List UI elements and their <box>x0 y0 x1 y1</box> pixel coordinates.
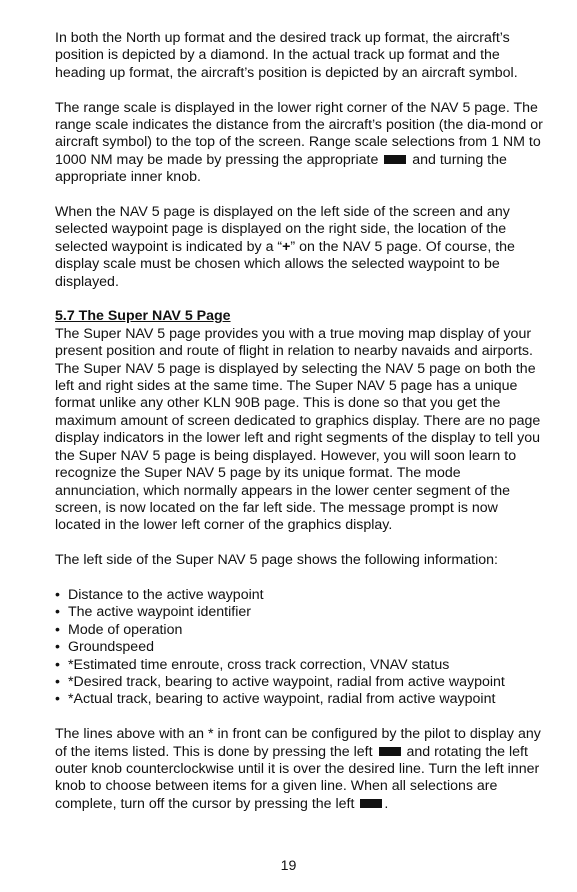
info-list <box>55 587 545 709</box>
list-item-text: Distance to the active waypoint <box>68 586 264 603</box>
bullet-icon: • <box>55 639 60 656</box>
list-item <box>55 639 545 656</box>
paragraph-configuration <box>55 726 545 813</box>
configuration-text-middle: and rotating the left outer knob counterclockwise until it is over the desired line. Turn the left inner knob to choose between items for a given line. When all selections are complete, turn off the cursor by pressing the left <box>55 743 540 812</box>
configuration-text-start: The lines above with an * in front can be configured by the pilot to display any of the items listed. This is done by pressing the left <box>55 726 541 760</box>
plus-symbol: + <box>282 238 291 255</box>
paragraph-selected-waypoint <box>55 204 545 291</box>
bullet-icon: • <box>55 621 60 638</box>
bullet-icon: • <box>55 691 60 708</box>
list-item <box>55 604 545 621</box>
list-item-text: Mode of operation <box>68 621 183 638</box>
list-item-text: *Desired track, bearing to active waypoint, radial from active waypoint <box>68 673 505 690</box>
list-item <box>55 622 545 639</box>
list-item-text: *Actual track, bearing to active waypoint, radial from active waypoint <box>68 691 496 708</box>
list-item-text: The active waypoint identifier <box>68 604 251 621</box>
button-symbol-icon <box>360 799 382 808</box>
list-item <box>55 691 545 708</box>
list-item <box>55 587 545 604</box>
list-item-text: *Estimated time enroute, cross track correction, VNAV status <box>68 656 450 673</box>
paragraph-super-nav-intro: The Super NAV 5 page provides you with a true moving map display of your present position and route of flight in relation to nearby navaids and airports. The Super NAV 5 page is displayed by selecting the NAV 5 page on both the left and right sides at the same time. The Super NAV 5 page has a unique format unlike any other KLN 90B page. This is done so that you get the maximum amount of screen dedicated to graphics display. There are no page display indicators in the lower left and right segments of the display to tell you the Super NAV 5 page is being displayed. However, you will soon learn to recognize the Super NAV 5 page by its unique format. The mode annunciation, which normally appears in the lower center segment of the screen, is now located on the far left side. The message prompt is now located in the lower left corner of the graphics display. <box>55 325 541 534</box>
paragraph-aircraft-position: In both the North up format and the desired track up format, the aircraft’s position is depicted by a diamond. In the actual track up format and the heading up format, the aircraft’s position is depicted by an aircraft symbol. <box>55 30 518 81</box>
configuration-text-end: . <box>384 795 389 812</box>
paragraph-left-side-intro: The left side of the Super NAV 5 page shows the following information: <box>55 552 498 569</box>
button-symbol-icon <box>384 155 406 164</box>
list-item <box>55 674 545 691</box>
list-item-text: Groundspeed <box>68 639 154 656</box>
paragraph-range-scale <box>55 100 545 187</box>
manual-page-body <box>55 30 545 831</box>
range-scale-text-start: The range scale is displayed in the lower right corner of the NAV 5 page. The range scale indicates the distance from the aircraft’s position (the dia-mond or aircraft symbol) to the top of the screen. Range scale selections from 1 NM to 1000 NM may be made by pressing the appropriate <box>55 99 543 168</box>
selected-waypoint-text-start: When the NAV 5 page is displayed on the left side of the screen and any selected waypoint page is displayed on the right side, the location of the selected waypoint is indicated by a “ <box>55 204 510 255</box>
button-symbol-icon <box>379 747 401 756</box>
bullet-icon: • <box>55 673 60 690</box>
range-scale-text-end: and turning the appropriate inner knob. <box>55 151 507 186</box>
list-item <box>55 657 545 674</box>
bullet-icon: • <box>55 604 60 621</box>
bullet-icon: • <box>55 586 60 603</box>
bullet-icon: • <box>55 656 60 673</box>
selected-waypoint-text-end: ” on the NAV 5 page. Of course, the display scale must be chosen which allows the selected waypoint to be displayed. <box>55 238 515 290</box>
section-heading: 5.7 The Super NAV 5 Page <box>55 308 231 325</box>
page-number: 19 <box>280 858 297 874</box>
